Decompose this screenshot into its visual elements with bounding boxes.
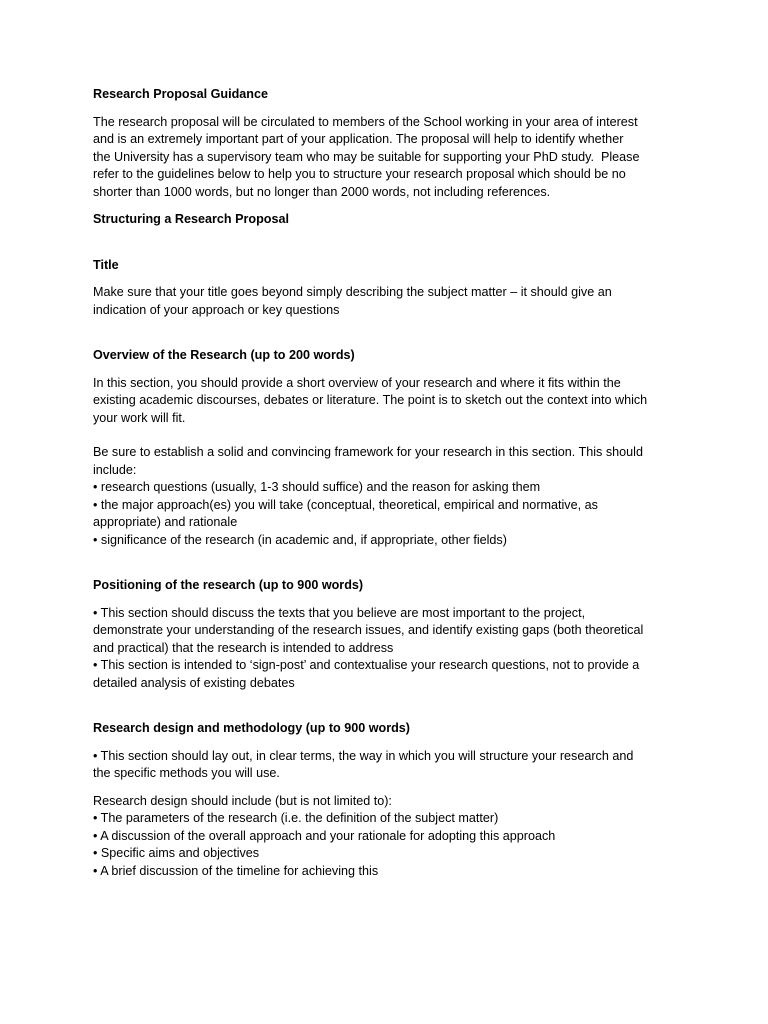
intro-paragraph [93, 114, 683, 202]
design-bullet: • A discussion of the overall approach and your rationale for adopting this approach [93, 828, 556, 843]
overview-line: your work will fit. [93, 410, 186, 425]
positioning-line: demonstrate your understanding of the research issues, and identify existing gaps (both theoretical [93, 623, 644, 637]
title-section-paragraph [93, 284, 683, 319]
overview-paragraph-2 [93, 444, 683, 549]
intro-line: shorter than 1000 words, but no longer than 2000 words, not including references. [93, 184, 551, 199]
positioning-bullet: • This section is intended to ‘sign-post’ and contextualise your research questions, not to provide a [93, 658, 640, 672]
title-section-heading: Title [93, 257, 119, 272]
positioning-line: detailed analysis of existing debates [93, 675, 295, 690]
overview-line: existing academic discourses, debates or literature. The point is to sketch out the context into which [93, 393, 648, 407]
design-paragraph-2 [93, 793, 683, 881]
title-section-line: indication of your approach or key questions [93, 302, 340, 317]
design-bullet: • Specific aims and objectives [93, 846, 260, 860]
overview-bullet: • the major approach(es) you will take (conceptual, theoretical, empirical and normative, as [93, 497, 598, 512]
design-line: Research design should include (but is not limited to): [93, 793, 392, 808]
overview-line: appropriate) and rationale [93, 515, 238, 529]
positioning-bullet: • This section should discuss the texts that you believe are most important to the project, [93, 605, 586, 620]
positioning-paragraph [93, 605, 683, 693]
overview-bullet: • research questions (usually, 1-3 should suffice) and the reason for asking them [93, 480, 541, 494]
overview-line: include: [93, 462, 137, 477]
overview-heading: Overview of the Research (up to 200 words) [93, 348, 355, 362]
design-line: the specific methods you will use. [93, 766, 280, 780]
intro-line: refer to the guidelines below to help you to structure your research proposal which should be no [93, 167, 626, 181]
design-heading: Research design and methodology (up to 900 words) [93, 721, 410, 735]
intro-line: and is an extremely important part of your application. The proposal will help to identify whether [93, 132, 624, 146]
overview-paragraph-1 [93, 375, 683, 428]
design-bullet: • The parameters of the research (i.e. the definition of the subject matter) [93, 811, 499, 825]
overview-bullet: • significance of the research (in academic and, if appropriate, other fields) [93, 532, 507, 547]
positioning-heading: Positioning of the research (up to 900 words) [93, 578, 364, 592]
title-section-line: Make sure that your title goes beyond simply describing the subject matter – it should give an [93, 285, 612, 299]
overview-line: Be sure to establish a solid and convincing framework for your research in this section. This should [93, 445, 643, 459]
design-bullet: • This section should lay out, in clear terms, the way in which you will structure your research and [93, 748, 634, 763]
overview-line: In this section, you should provide a short overview of your research and where it fits within the [93, 375, 621, 390]
positioning-line: and practical) that the research is intended to address [93, 640, 394, 655]
design-paragraph-1 [93, 748, 683, 783]
structuring-heading: Structuring a Research Proposal [93, 212, 289, 226]
document-page [93, 86, 683, 880]
intro-line: The research proposal will be circulated to members of the School working in your area of interest [93, 114, 638, 129]
document-title: Research Proposal Guidance [93, 87, 268, 101]
intro-line: the University has a supervisory team who may be suitable for supporting your PhD study. Please [93, 149, 640, 164]
design-bullet: • A brief discussion of the timeline for achieving this [93, 863, 379, 878]
